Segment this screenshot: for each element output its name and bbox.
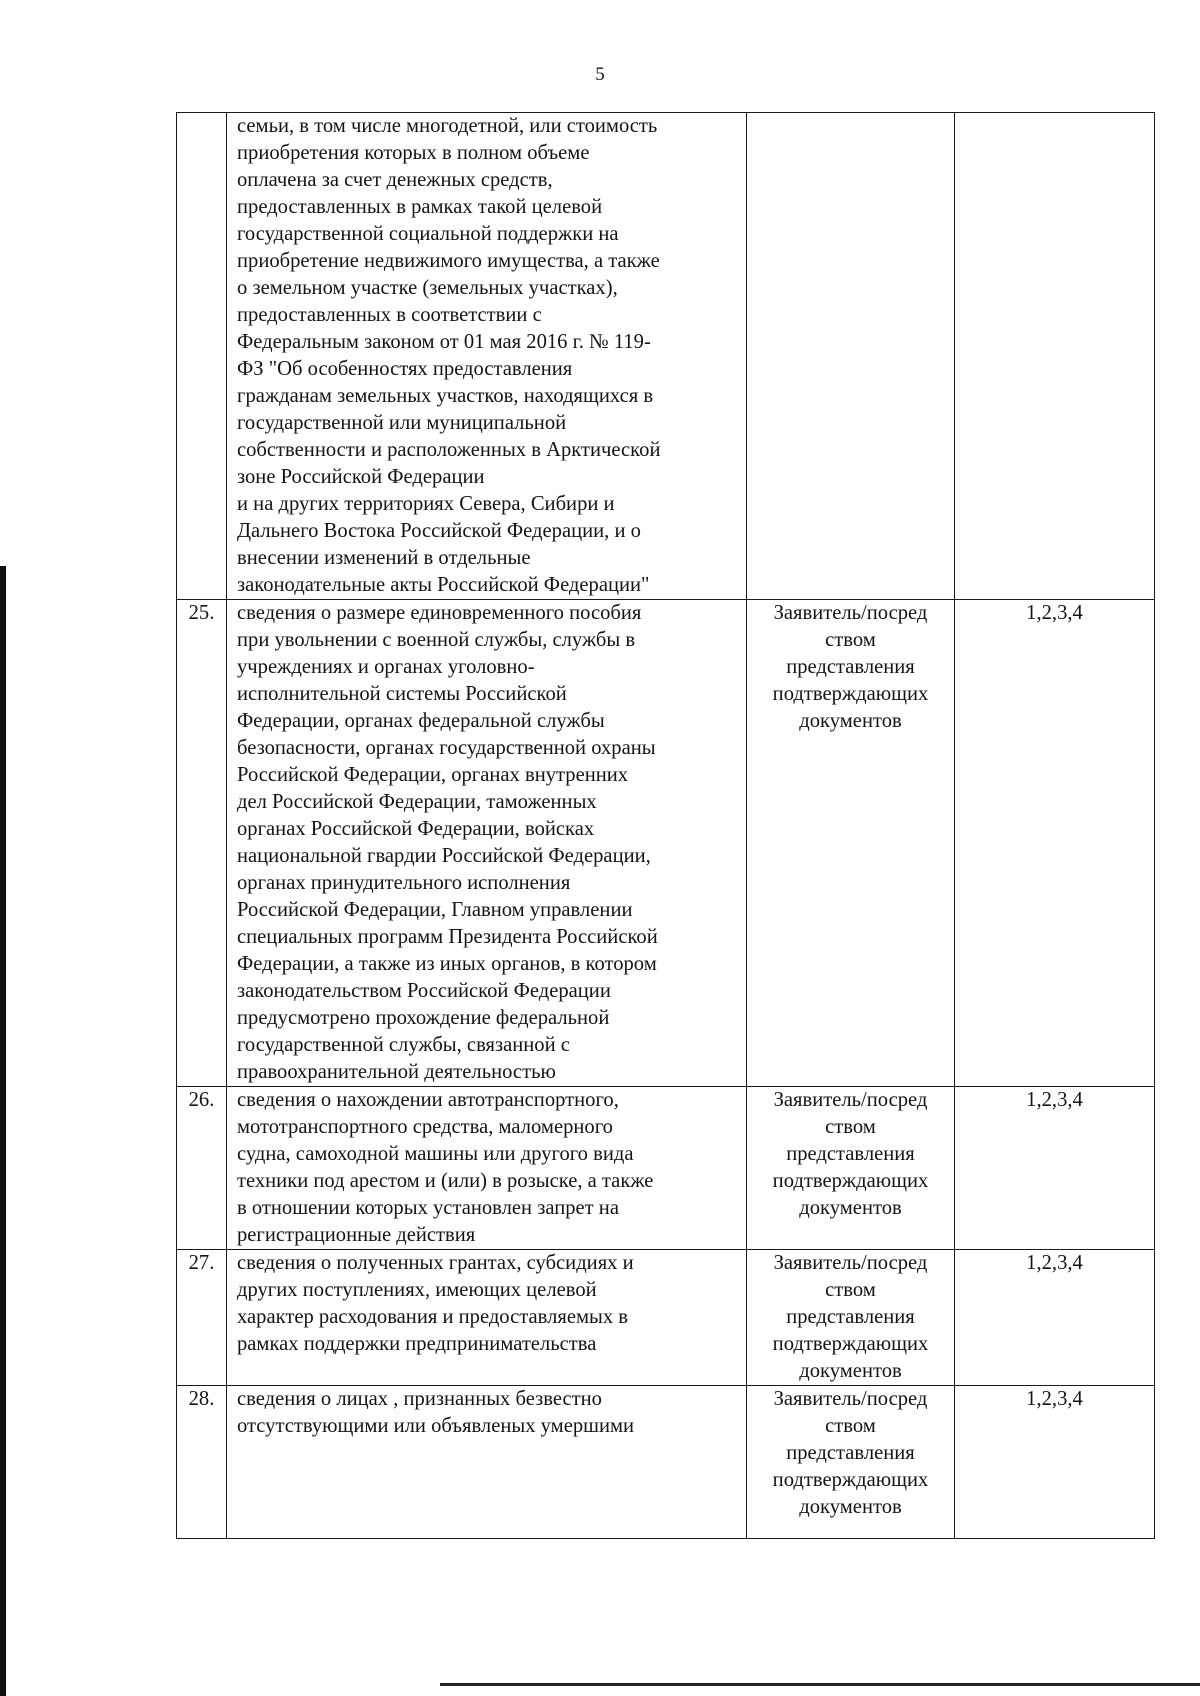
- row-source: [747, 113, 955, 600]
- description-line: зоне Российской Федерации: [237, 466, 485, 488]
- description-line: в отношении которых установлен запрет на: [237, 1197, 619, 1219]
- description-line: предоставленных в соответствии с: [237, 304, 542, 326]
- description-line: Федерации, органах федеральной службы: [237, 710, 605, 732]
- table-row: [177, 113, 1155, 600]
- source-line: документов: [799, 1197, 902, 1219]
- source-line: ством: [825, 629, 876, 651]
- description-line: Российской Федерации, Главном управлении: [237, 899, 633, 921]
- scan-edge-left: [0, 566, 6, 1696]
- description-line: ФЗ "Об особенностях предоставления: [237, 358, 573, 380]
- description-line: приобретение недвижимого имущества, а также: [237, 250, 660, 272]
- row-codes: 1,2,3,4: [955, 1386, 1155, 1539]
- source-line: Заявитель/посред: [773, 1252, 928, 1274]
- row-source: [747, 600, 955, 1087]
- description-line: Федеральным законом от 01 мая 2016 г. № 119-: [237, 331, 651, 353]
- row-number: 28.: [177, 1386, 227, 1539]
- description-line: учреждениях и органах уголовно-: [237, 656, 535, 678]
- source-line: ством: [825, 1279, 876, 1301]
- description-line: мототранспортного средства, маломерного: [237, 1116, 613, 1138]
- description-line: оплачена за счет денежных средств,: [237, 169, 553, 191]
- scan-edge-bottom: [440, 1683, 1200, 1686]
- description-line: характер расходования и предоставляемых в: [237, 1306, 629, 1328]
- row-codes: 1,2,3,4: [955, 1250, 1155, 1386]
- source-line: ством: [825, 1116, 876, 1138]
- description-line: регистрационные действия: [237, 1224, 476, 1246]
- source-line: Заявитель/посред: [773, 1388, 928, 1410]
- description-line: органах принудительного исполнения: [237, 872, 571, 894]
- description-line: сведения о лицах , признанных безвестно: [237, 1388, 602, 1410]
- documents-table: [176, 112, 1155, 1539]
- row-source: [747, 1250, 955, 1386]
- description-line: специальных программ Президента Российской: [237, 926, 658, 948]
- row-number: [177, 113, 227, 600]
- table-row: [177, 1250, 1155, 1386]
- description-line: исполнительной системы Российской: [237, 683, 567, 705]
- table-row: [177, 1386, 1155, 1539]
- description-line: правоохранительной деятельностью: [237, 1061, 556, 1083]
- table-row: [177, 1087, 1155, 1250]
- source-line: подтверждающих: [772, 1469, 929, 1491]
- description-line: безопасности, органах государственной охраны: [237, 737, 656, 759]
- row-source: [747, 1386, 955, 1539]
- source-line: документов: [799, 1496, 902, 1518]
- description-line: о земельном участке (земельных участках),: [237, 277, 618, 299]
- description-line: отсутствующими или объявленых умершими: [237, 1415, 635, 1437]
- source-line: представления: [786, 1143, 915, 1165]
- row-codes: [955, 113, 1155, 600]
- source-line: ством: [825, 1415, 876, 1437]
- description-line: приобретения которых в полном объеме: [237, 142, 590, 164]
- row-codes: 1,2,3,4: [955, 600, 1155, 1087]
- description-line: рамках поддержки предпринимательства: [237, 1333, 597, 1355]
- documents-table-body: [177, 113, 1155, 1539]
- description-line: сведения о размере единовременного пособия: [237, 602, 642, 624]
- description-line: органах Российской Федерации, войсках: [237, 818, 595, 840]
- description-line: семьи, в том числе многодетной, или стоимость: [237, 115, 658, 137]
- row-description: [227, 600, 747, 1087]
- description-line: судна, самоходной машины или другого вида: [237, 1143, 634, 1165]
- source-line: представления: [786, 656, 915, 678]
- description-line: других поступлениях, имеющих целевой: [237, 1279, 597, 1301]
- row-number: 26.: [177, 1087, 227, 1250]
- row-description: [227, 1250, 747, 1386]
- source-line: документов: [799, 1360, 902, 1382]
- row-codes: 1,2,3,4: [955, 1087, 1155, 1250]
- description-line: законодательством Российской Федерации: [237, 980, 611, 1002]
- description-line: Дальнего Востока Российской Федерации, и о: [237, 520, 641, 542]
- row-description: [227, 1087, 747, 1250]
- row-number: 25.: [177, 600, 227, 1087]
- description-line: Российской Федерации, органах внутренних: [237, 764, 629, 786]
- description-line: сведения о полученных грантах, субсидиях и: [237, 1252, 634, 1274]
- description-line: Федерации, а также из иных органов, в котором: [237, 953, 657, 975]
- row-source: [747, 1087, 955, 1250]
- description-line: внесении изменений в отдельные: [237, 547, 531, 569]
- source-line: документов: [799, 710, 902, 732]
- description-line: государственной или муниципальной: [237, 412, 567, 434]
- description-line: и на других территориях Севера, Сибири и: [237, 493, 615, 515]
- row-number: 27.: [177, 1250, 227, 1386]
- source-line: представления: [786, 1306, 915, 1328]
- source-line: подтверждающих: [772, 683, 929, 705]
- description-line: законодательные акты Российской Федерации": [237, 574, 650, 596]
- description-line: национальной гвардии Российской Федерации,: [237, 845, 651, 867]
- source-line: Заявитель/посред: [773, 1089, 928, 1111]
- description-line: предоставленных в рамках такой целевой: [237, 196, 603, 218]
- source-line: Заявитель/посред: [773, 602, 928, 624]
- description-line: государственной службы, связанной с: [237, 1034, 570, 1056]
- source-line: подтверждающих: [772, 1170, 929, 1192]
- source-line: подтверждающих: [772, 1333, 929, 1355]
- source-line: представления: [786, 1442, 915, 1464]
- description-line: при увольнении с военной службы, службы в: [237, 629, 636, 651]
- description-line: сведения о нахождении автотранспортного,: [237, 1089, 619, 1111]
- description-line: государственной социальной поддержки на: [237, 223, 619, 245]
- description-line: дел Российской Федерации, таможенных: [237, 791, 597, 813]
- page-number: 5: [595, 64, 605, 85]
- description-line: предусмотрено прохождение федеральной: [237, 1007, 610, 1029]
- description-line: собственности и расположенных в Арктической: [237, 439, 661, 461]
- table-row: [177, 600, 1155, 1087]
- row-description: [227, 1386, 747, 1539]
- description-line: техники под арестом и (или) в розыске, а также: [237, 1170, 654, 1192]
- description-line: гражданам земельных участков, находящихся в: [237, 385, 654, 407]
- row-description: [227, 113, 747, 600]
